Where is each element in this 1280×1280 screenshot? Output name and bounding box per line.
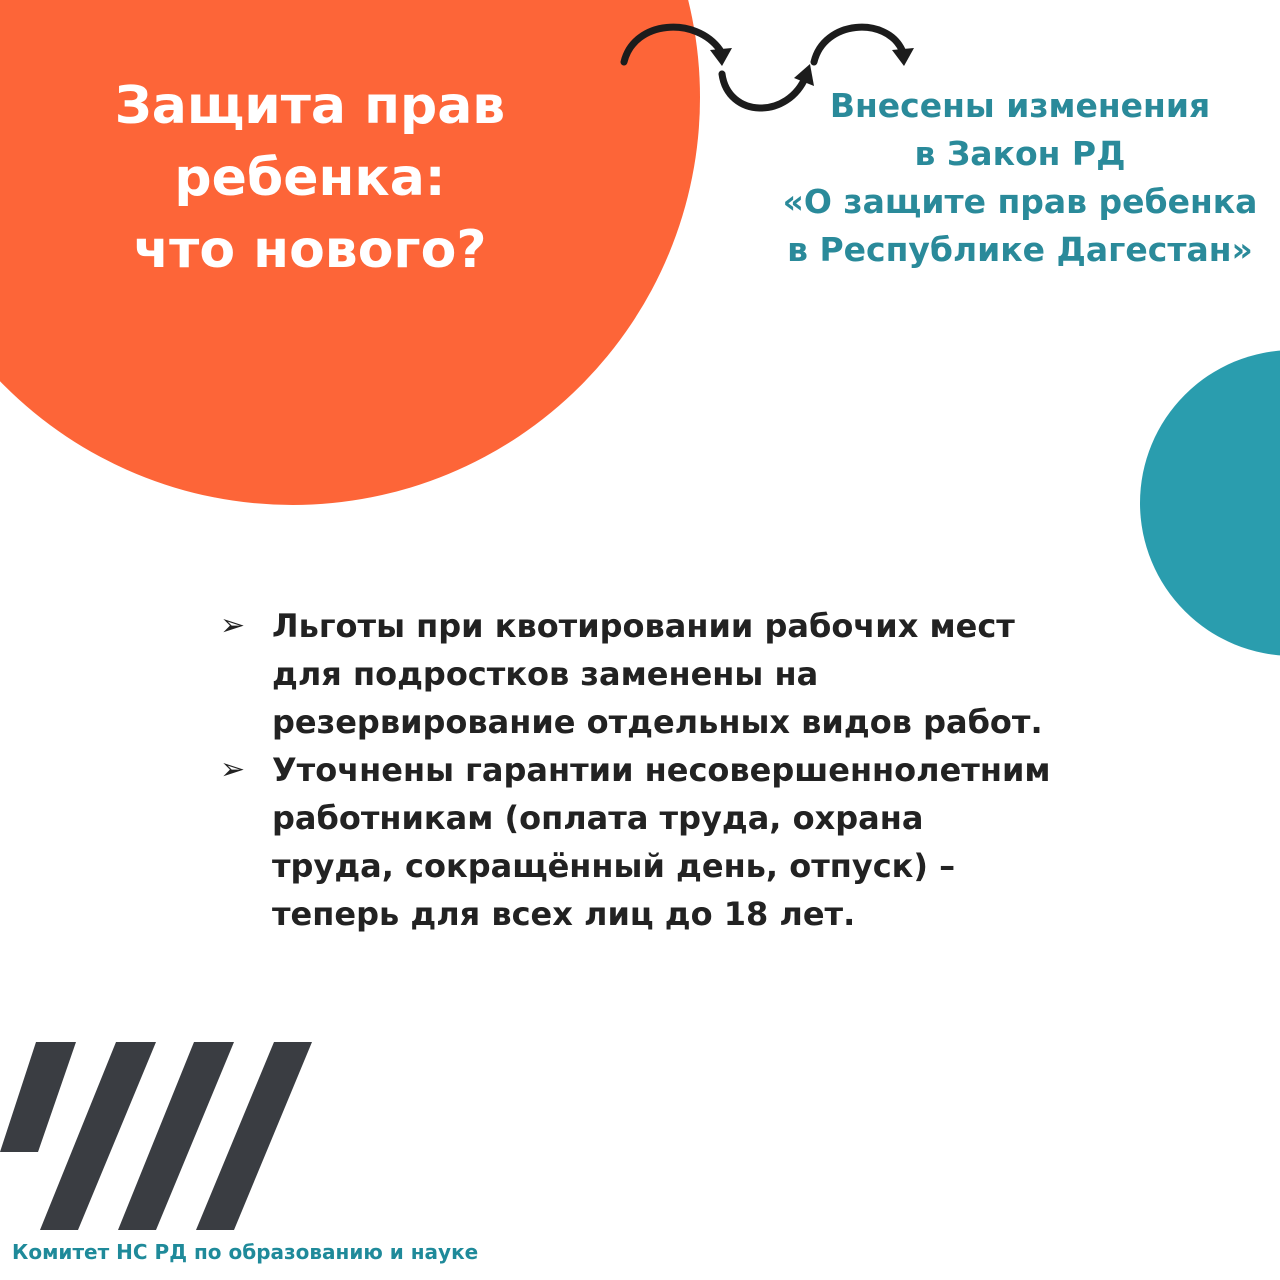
bullet-text-line: Льготы при квотировании рабочих мест — [272, 607, 1015, 645]
bullet-text-line: для подростков заменены на — [272, 655, 819, 693]
page-title — [60, 70, 560, 286]
title-line: Защита прав — [114, 76, 506, 136]
bullet-text-line: резервирование отдельных видов работ. — [272, 703, 1043, 741]
footer-organization: Комитет НС РД по образованию и науке — [12, 1240, 479, 1264]
bullet-text-line: труда, сокращённый день, отпуск) – — [272, 847, 956, 885]
bullet-text-line: Уточнены гарантии несовершеннолетним — [272, 751, 1051, 789]
bullet-arrow-icon: ➢ — [220, 608, 246, 643]
title-line: ребенка: — [174, 148, 446, 208]
title-line: что нового? — [133, 220, 487, 280]
subtitle-line: Внесены изменения — [829, 86, 1211, 125]
subtitle-line: в Закон РД — [914, 134, 1126, 173]
bullet-text-line: работникам (оплата труда, охрана — [272, 799, 924, 837]
changes-list — [220, 602, 1220, 938]
subtitle-line: в Республике Дагестан» — [787, 230, 1253, 269]
subtitle-line: «О защите прав ребенка — [782, 182, 1258, 221]
list-item — [220, 746, 1220, 938]
law-change-subtitle — [760, 82, 1280, 274]
bullet-text-line: теперь для всех лиц до 18 лет. — [272, 895, 856, 933]
list-item — [220, 602, 1220, 746]
bullet-arrow-icon: ➢ — [220, 752, 246, 787]
diagonal-stripes-decoration — [0, 1040, 320, 1230]
